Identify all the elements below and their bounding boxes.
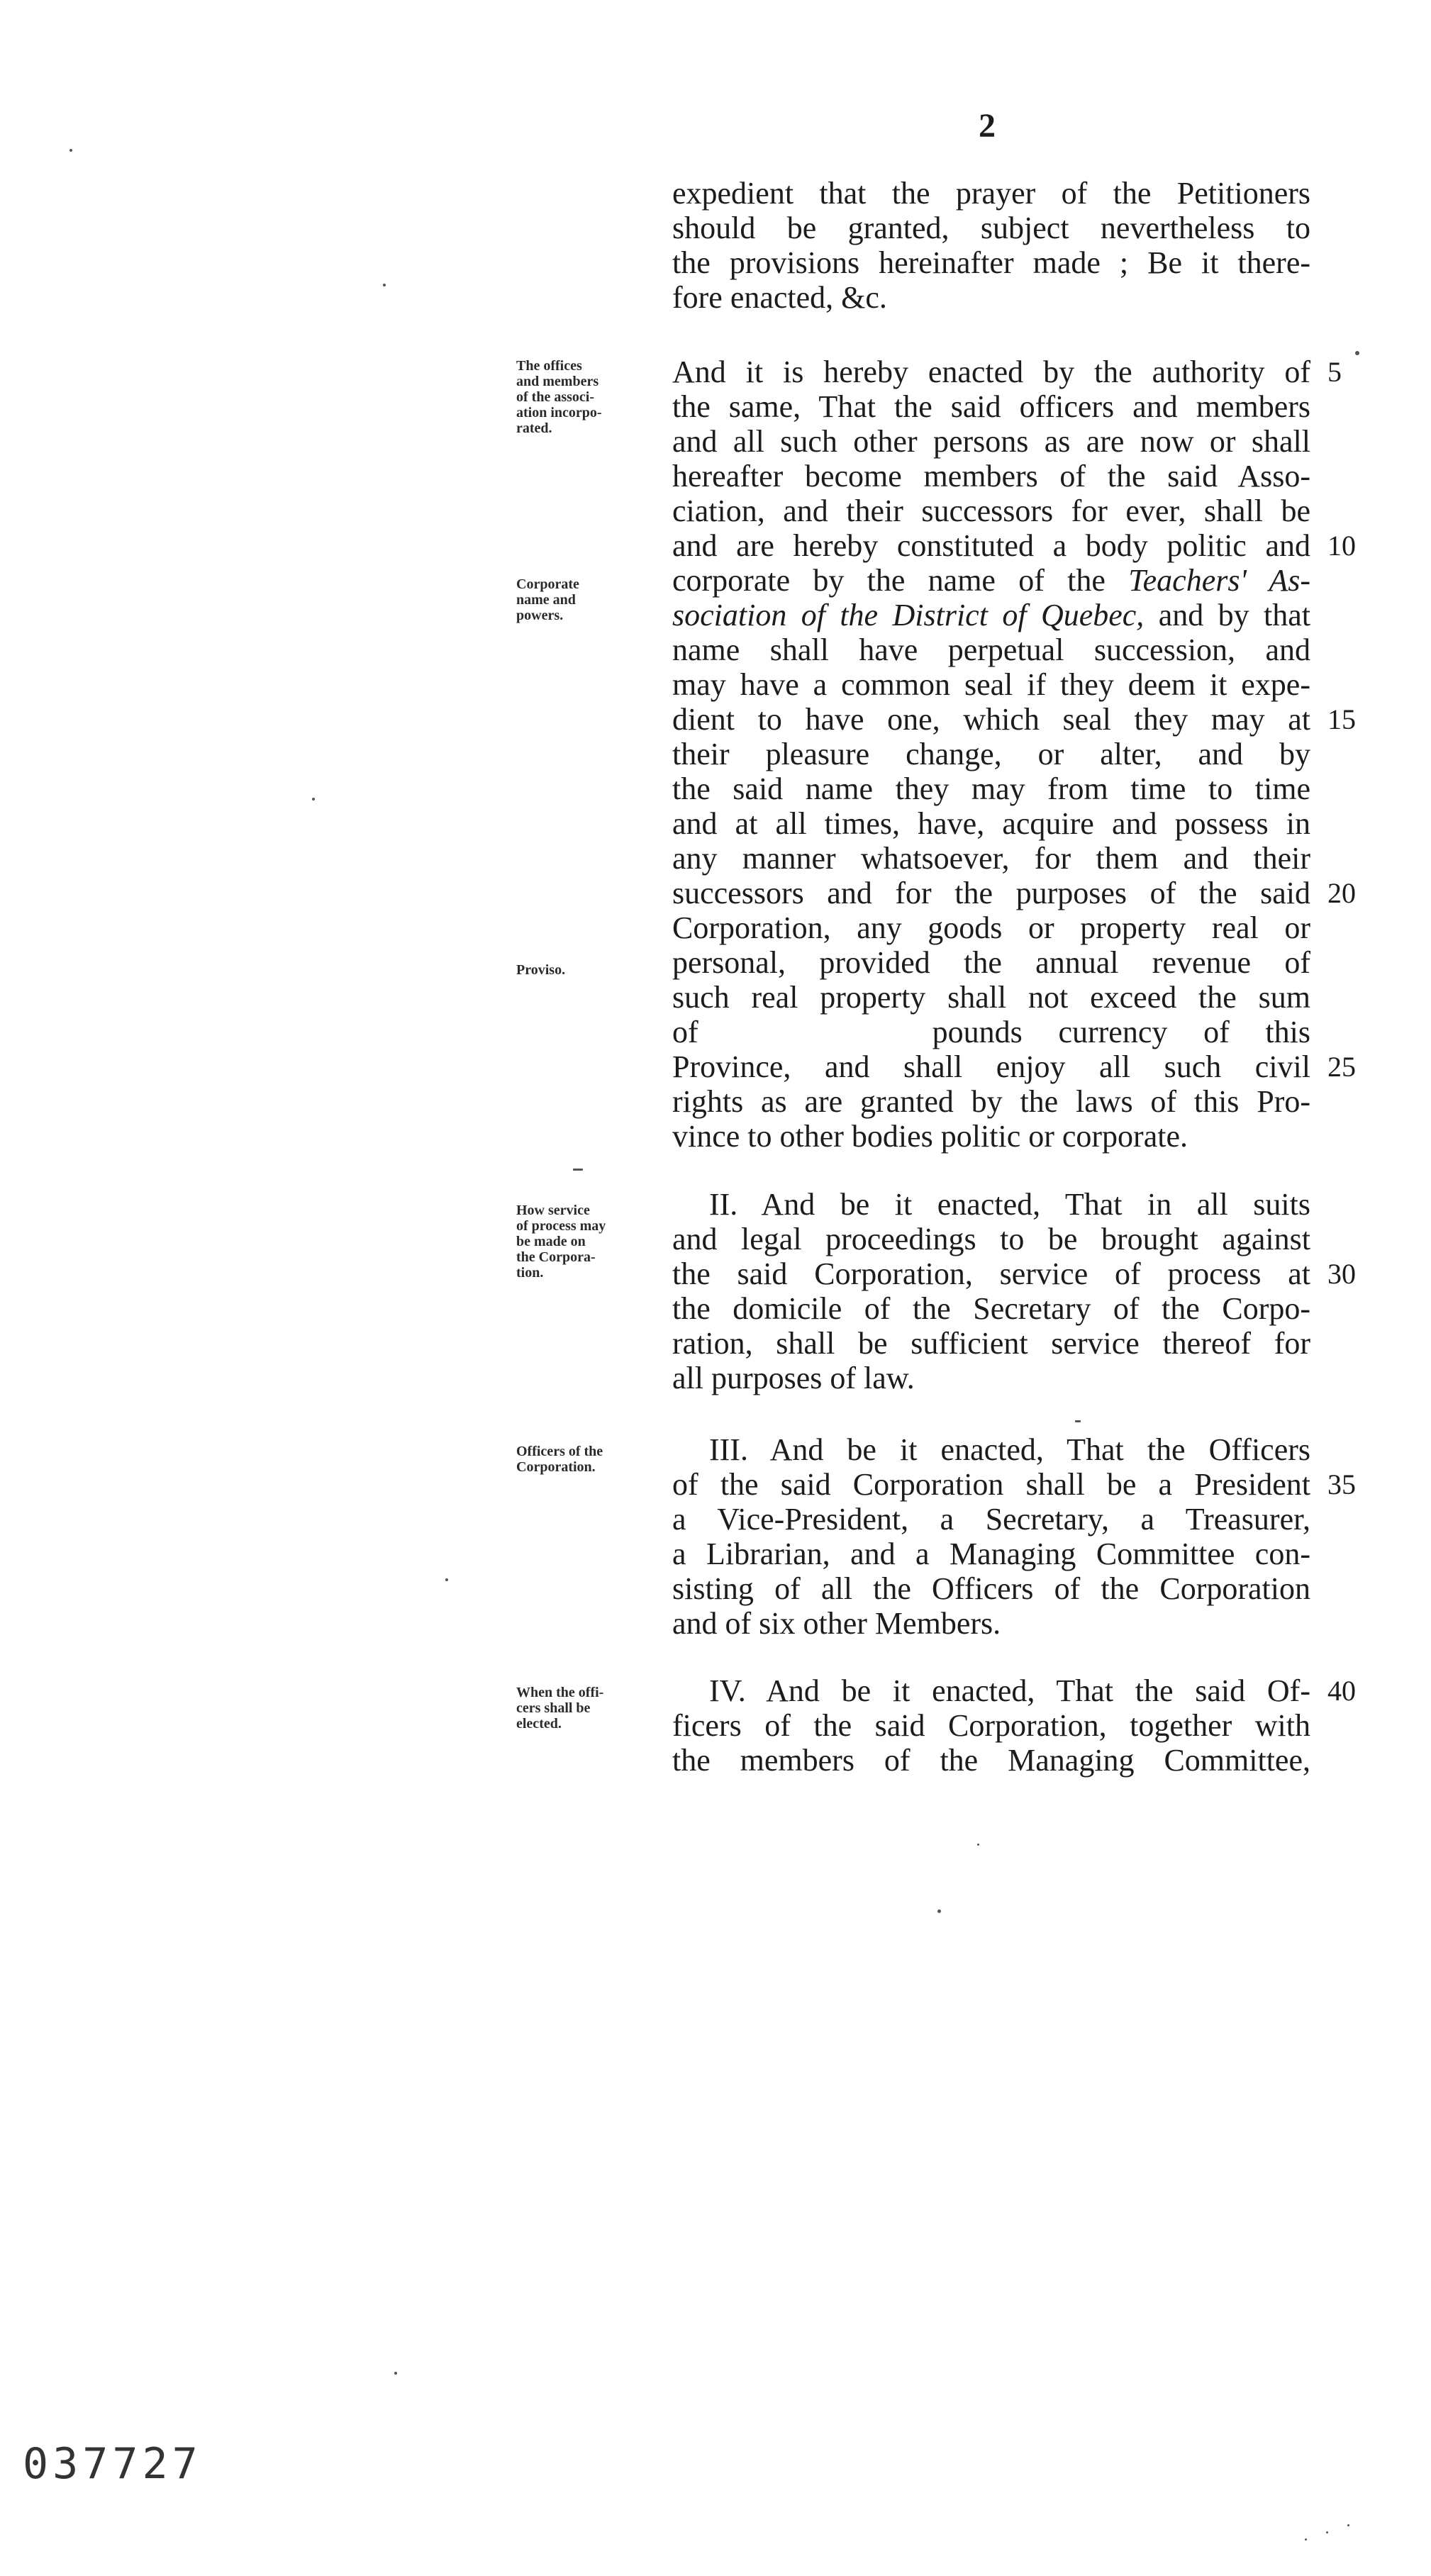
paragraph-section-3 (672, 1432, 1310, 1641)
margin-note-proviso (516, 962, 665, 978)
margin-note-line: name and (516, 592, 576, 608)
text-line: III. And be it enacted, That the Officers (709, 1432, 1310, 1467)
text-line: Province, and shall enjoy all such civil (672, 1049, 1310, 1084)
margin-note-line: powers. (516, 608, 564, 623)
line-number: 30 (1327, 1258, 1356, 1290)
text-line: fore enacted, &c. (672, 280, 887, 315)
scan-speck (1326, 2531, 1328, 2533)
margin-note-line: How service (516, 1203, 590, 1218)
margin-note-line: Officers of the (516, 1444, 603, 1459)
scan-speck (937, 1909, 941, 1913)
text-segment: pounds currency of this (932, 1015, 1310, 1049)
text-line: of the said Corporation shall be a President (672, 1467, 1310, 1502)
association-name: sociation of the District of Quebec, (672, 598, 1145, 632)
paragraph-section-4 (672, 1673, 1310, 1778)
margin-note-line: ation incorpo- (516, 405, 602, 420)
paragraph-section-2 (672, 1187, 1310, 1395)
text-line: II. And be it enacted, That in all suits (709, 1187, 1310, 1222)
text-line: may have a common seal if they deem it expe- (672, 667, 1310, 702)
margin-note-line: cers shall be (516, 1700, 591, 1716)
margin-note-line: elected. (516, 1716, 562, 1732)
text-line: and of six other Members. (672, 1606, 1001, 1641)
line-number: 5 (1327, 356, 1342, 388)
paragraph-preamble-end (672, 176, 1310, 315)
scan-speck (1305, 2538, 1307, 2541)
text-line: their pleasure change, or alter, and by (672, 737, 1310, 771)
text-line: And it is hereby enacted by the authority of (672, 355, 1310, 389)
margin-note-line: When the offi- (516, 1685, 604, 1700)
text-line: the said Corporation, service of process at (672, 1256, 1310, 1291)
margin-note-line: of the associ- (516, 389, 594, 405)
line-number: 40 (1327, 1675, 1356, 1707)
text-line: hereafter become members of the said Asso- (672, 459, 1310, 494)
margin-note-service (516, 1203, 665, 1281)
margin-note-line: be made on (516, 1234, 586, 1249)
margin-note-line: of process may (516, 1218, 606, 1234)
text-line: the domicile of the Secretary of the Corpo- (672, 1291, 1310, 1326)
scan-speck (69, 149, 72, 152)
text-line: and at all times, have, acquire and possess in (672, 806, 1310, 841)
text-line: ration, shall be sufficient service thereof for (672, 1326, 1310, 1361)
text-line: the provisions hereinafter made ; Be it there- (672, 245, 1310, 280)
text-line: should be granted, subject nevertheless to (672, 211, 1310, 245)
margin-note-line: the Corpora- (516, 1249, 596, 1265)
line-number: 15 (1327, 703, 1356, 735)
association-name: Teachers' As- (1128, 563, 1311, 598)
page-number: 2 (979, 107, 996, 145)
paragraph-section-1 (672, 355, 1310, 1154)
document-id: 037727 (23, 2439, 202, 2489)
text-line: a Vice-President, a Secretary, a Treasurer, (672, 1502, 1310, 1537)
scan-speck (977, 1844, 979, 1846)
text-line: any manner whatsoever, for them and their (672, 841, 1310, 876)
text-line: a Librarian, and a Managing Committee con- (672, 1537, 1310, 1571)
scan-speck (445, 1578, 448, 1581)
text-line: expedient that the prayer of the Petitioners (672, 176, 1310, 211)
line-number: 20 (1327, 877, 1356, 909)
scan-speck (1075, 1420, 1081, 1422)
text-line: IV. And be it enacted, That the said Of- (709, 1673, 1310, 1708)
scan-speck (383, 284, 386, 286)
margin-note-line: and members (516, 374, 599, 389)
text-line: name shall have perpetual succession, and (672, 632, 1310, 667)
scan-speck (1347, 2524, 1349, 2526)
text-line: vince to other bodies politic or corporate. (672, 1119, 1188, 1154)
text-segment: of (672, 1015, 698, 1049)
line-number: 25 (1327, 1051, 1356, 1083)
margin-note-elected (516, 1685, 665, 1732)
text-line: ciation, and their successors for ever, shall be (672, 494, 1310, 528)
line-number: 35 (1327, 1468, 1356, 1500)
text-line (672, 598, 1310, 632)
text-line: successors and for the purposes of the said (672, 876, 1310, 910)
text-segment: corporate by the name of the (672, 563, 1106, 598)
text-line: the same, That the said officers and members (672, 389, 1310, 424)
text-line: dient to have one, which seal they may at (672, 702, 1310, 737)
text-line: the members of the Managing Committee, (672, 1743, 1310, 1778)
text-line (672, 563, 1310, 598)
margin-note-line: tion. (516, 1265, 544, 1281)
text-line: Corporation, any goods or property real or (672, 910, 1310, 945)
margin-note-offices (516, 358, 665, 436)
text-line: sisting of all the Officers of the Corporation (672, 1571, 1310, 1606)
text-line: and are hereby constituted a body politic and (672, 528, 1310, 563)
text-line: all purposes of law. (672, 1361, 915, 1395)
text-line: ficers of the said Corporation, together with (672, 1708, 1310, 1743)
text-line (672, 1015, 1310, 1049)
text-segment: and by that (1158, 598, 1311, 632)
scan-speck (394, 2372, 397, 2375)
margin-note-line: rated. (516, 420, 552, 436)
margin-note-line: Corporation. (516, 1459, 596, 1475)
text-line: the said name they may from time to time (672, 771, 1310, 806)
line-number: 10 (1327, 530, 1356, 562)
margin-note-officers (516, 1444, 665, 1475)
text-line: and legal proceedings to be brought against (672, 1222, 1310, 1256)
scan-speck (312, 798, 315, 801)
scan-speck (573, 1169, 583, 1171)
scan-speck (1355, 351, 1359, 355)
margin-note-corporate (516, 576, 665, 623)
text-line: and all such other persons as are now or shall (672, 424, 1310, 459)
text-line: personal, provided the annual revenue of (672, 945, 1310, 980)
text-line: such real property shall not exceed the sum (672, 980, 1310, 1015)
margin-note-line: Proviso. (516, 962, 566, 978)
margin-note-line: Corporate (516, 576, 579, 592)
margin-note-line: The offices (516, 358, 582, 374)
text-line: rights as are granted by the laws of this Pro- (672, 1084, 1310, 1119)
